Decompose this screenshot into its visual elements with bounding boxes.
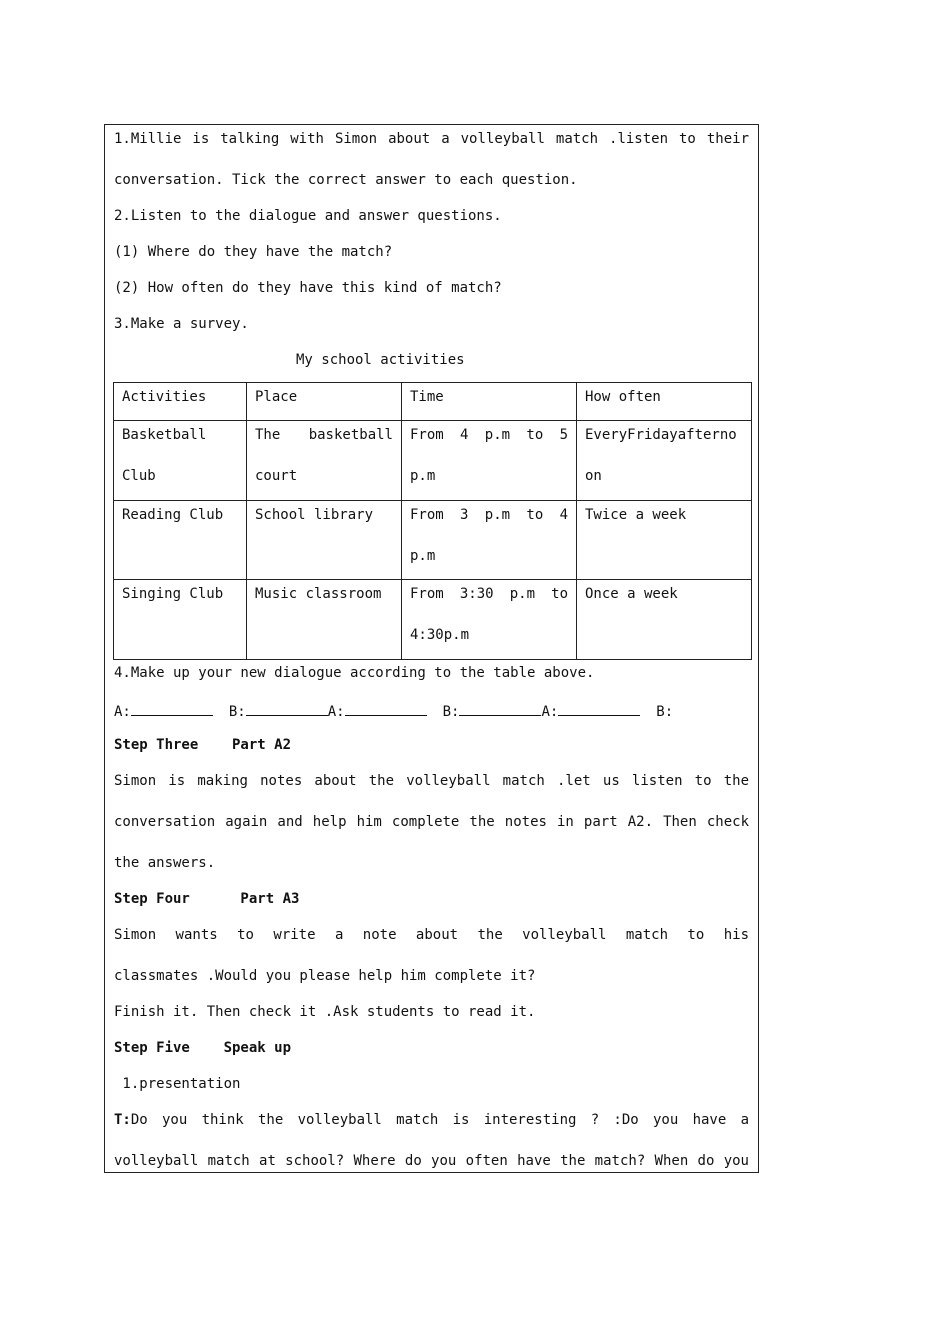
step-four-line-1: Simon wants to write a note about the volleyball match to his: [114, 927, 749, 943]
step-four-heading: Step Four Part A3: [114, 891, 300, 907]
presentation-item: 1.presentation: [114, 1076, 241, 1092]
cell-how-often: Once a week: [577, 580, 752, 660]
dialogue-label: A:: [114, 704, 131, 720]
header-place: Place: [247, 383, 402, 421]
dialogue-label: A:: [327, 704, 345, 720]
answer-blank[interactable]: [131, 700, 213, 716]
survey-table: [113, 382, 752, 660]
step-three-line-1: Simon is making notes about the volleyball match .let us listen to the: [114, 773, 749, 789]
teacher-speech-2: volleyball match at school? Where do you often have the match? When do you: [114, 1153, 749, 1169]
dialogue-label: B:: [656, 704, 674, 720]
question-3: 3.Make a survey.: [114, 316, 249, 332]
header-activities: Activities: [114, 383, 247, 421]
header-how-often: How often: [577, 383, 752, 421]
answer-blank[interactable]: [459, 700, 541, 716]
teacher-label: T:: [114, 1112, 131, 1128]
question-1-line-1: 1.Millie is talking with Simon about a volleyball match .listen to their: [114, 131, 749, 147]
table-row: [114, 580, 752, 660]
cell-activity: Basketball Club: [114, 421, 247, 501]
table-row: [114, 501, 752, 580]
step-three-line-3: the answers.: [114, 855, 216, 871]
question-1-line-2: conversation. Tick the correct answer to each question.: [114, 172, 578, 188]
dialogue-label: B:: [228, 704, 246, 720]
step-four-line-3: Finish it. Then check it .Ask students to read it.: [114, 1004, 536, 1020]
step-three-line-2: conversation again and help him complete the notes in part A2. Then check: [114, 814, 749, 830]
cell-how-often: EveryFridayafterno on: [577, 421, 752, 501]
survey-caption: My school activities: [296, 352, 465, 368]
question-4: 4.Make up your new dialogue according to the table above.: [114, 665, 595, 681]
teacher-speech-1: Do you think the volleyball match is interesting ? :Do you have a: [130, 1112, 749, 1128]
cell-activity: Reading Club: [114, 501, 247, 580]
cell-time: From 4 p.m to 5 p.m: [402, 421, 577, 501]
question-2-2: (2) How often do they have this kind of match?: [114, 280, 502, 296]
teacher-line-1: [114, 1111, 749, 1129]
cell-how-often: Twice a week: [577, 501, 752, 580]
step-five-heading: Step Five Speak up: [114, 1040, 292, 1056]
cell-time: From 3:30 p.m to 4:30p.m: [402, 580, 577, 660]
cell-activity: Singing Club: [114, 580, 247, 660]
dialogue-blanks: [114, 700, 749, 721]
cell-time: From 3 p.m to 4 p.m: [402, 501, 577, 580]
table-header-row: [114, 383, 752, 421]
lesson-plan-frame: [104, 124, 759, 1173]
question-2-1: (1) Where do they have the match?: [114, 244, 393, 260]
answer-blank[interactable]: [246, 700, 328, 716]
cell-place: The basketball court: [247, 421, 402, 501]
step-four-line-2: classmates .Would you please help him complete it?: [114, 968, 536, 984]
cell-place: Music classroom: [247, 580, 402, 660]
answer-blank[interactable]: [558, 700, 640, 716]
dialogue-label: B:: [442, 704, 460, 720]
table-row: [114, 421, 752, 501]
header-time: Time: [402, 383, 577, 421]
question-2: 2.Listen to the dialogue and answer questions.: [114, 208, 502, 224]
cell-place: School library: [247, 501, 402, 580]
dialogue-label: A:: [541, 704, 559, 720]
answer-blank[interactable]: [345, 700, 427, 716]
step-three-heading: Step Three Part A2: [114, 737, 292, 753]
